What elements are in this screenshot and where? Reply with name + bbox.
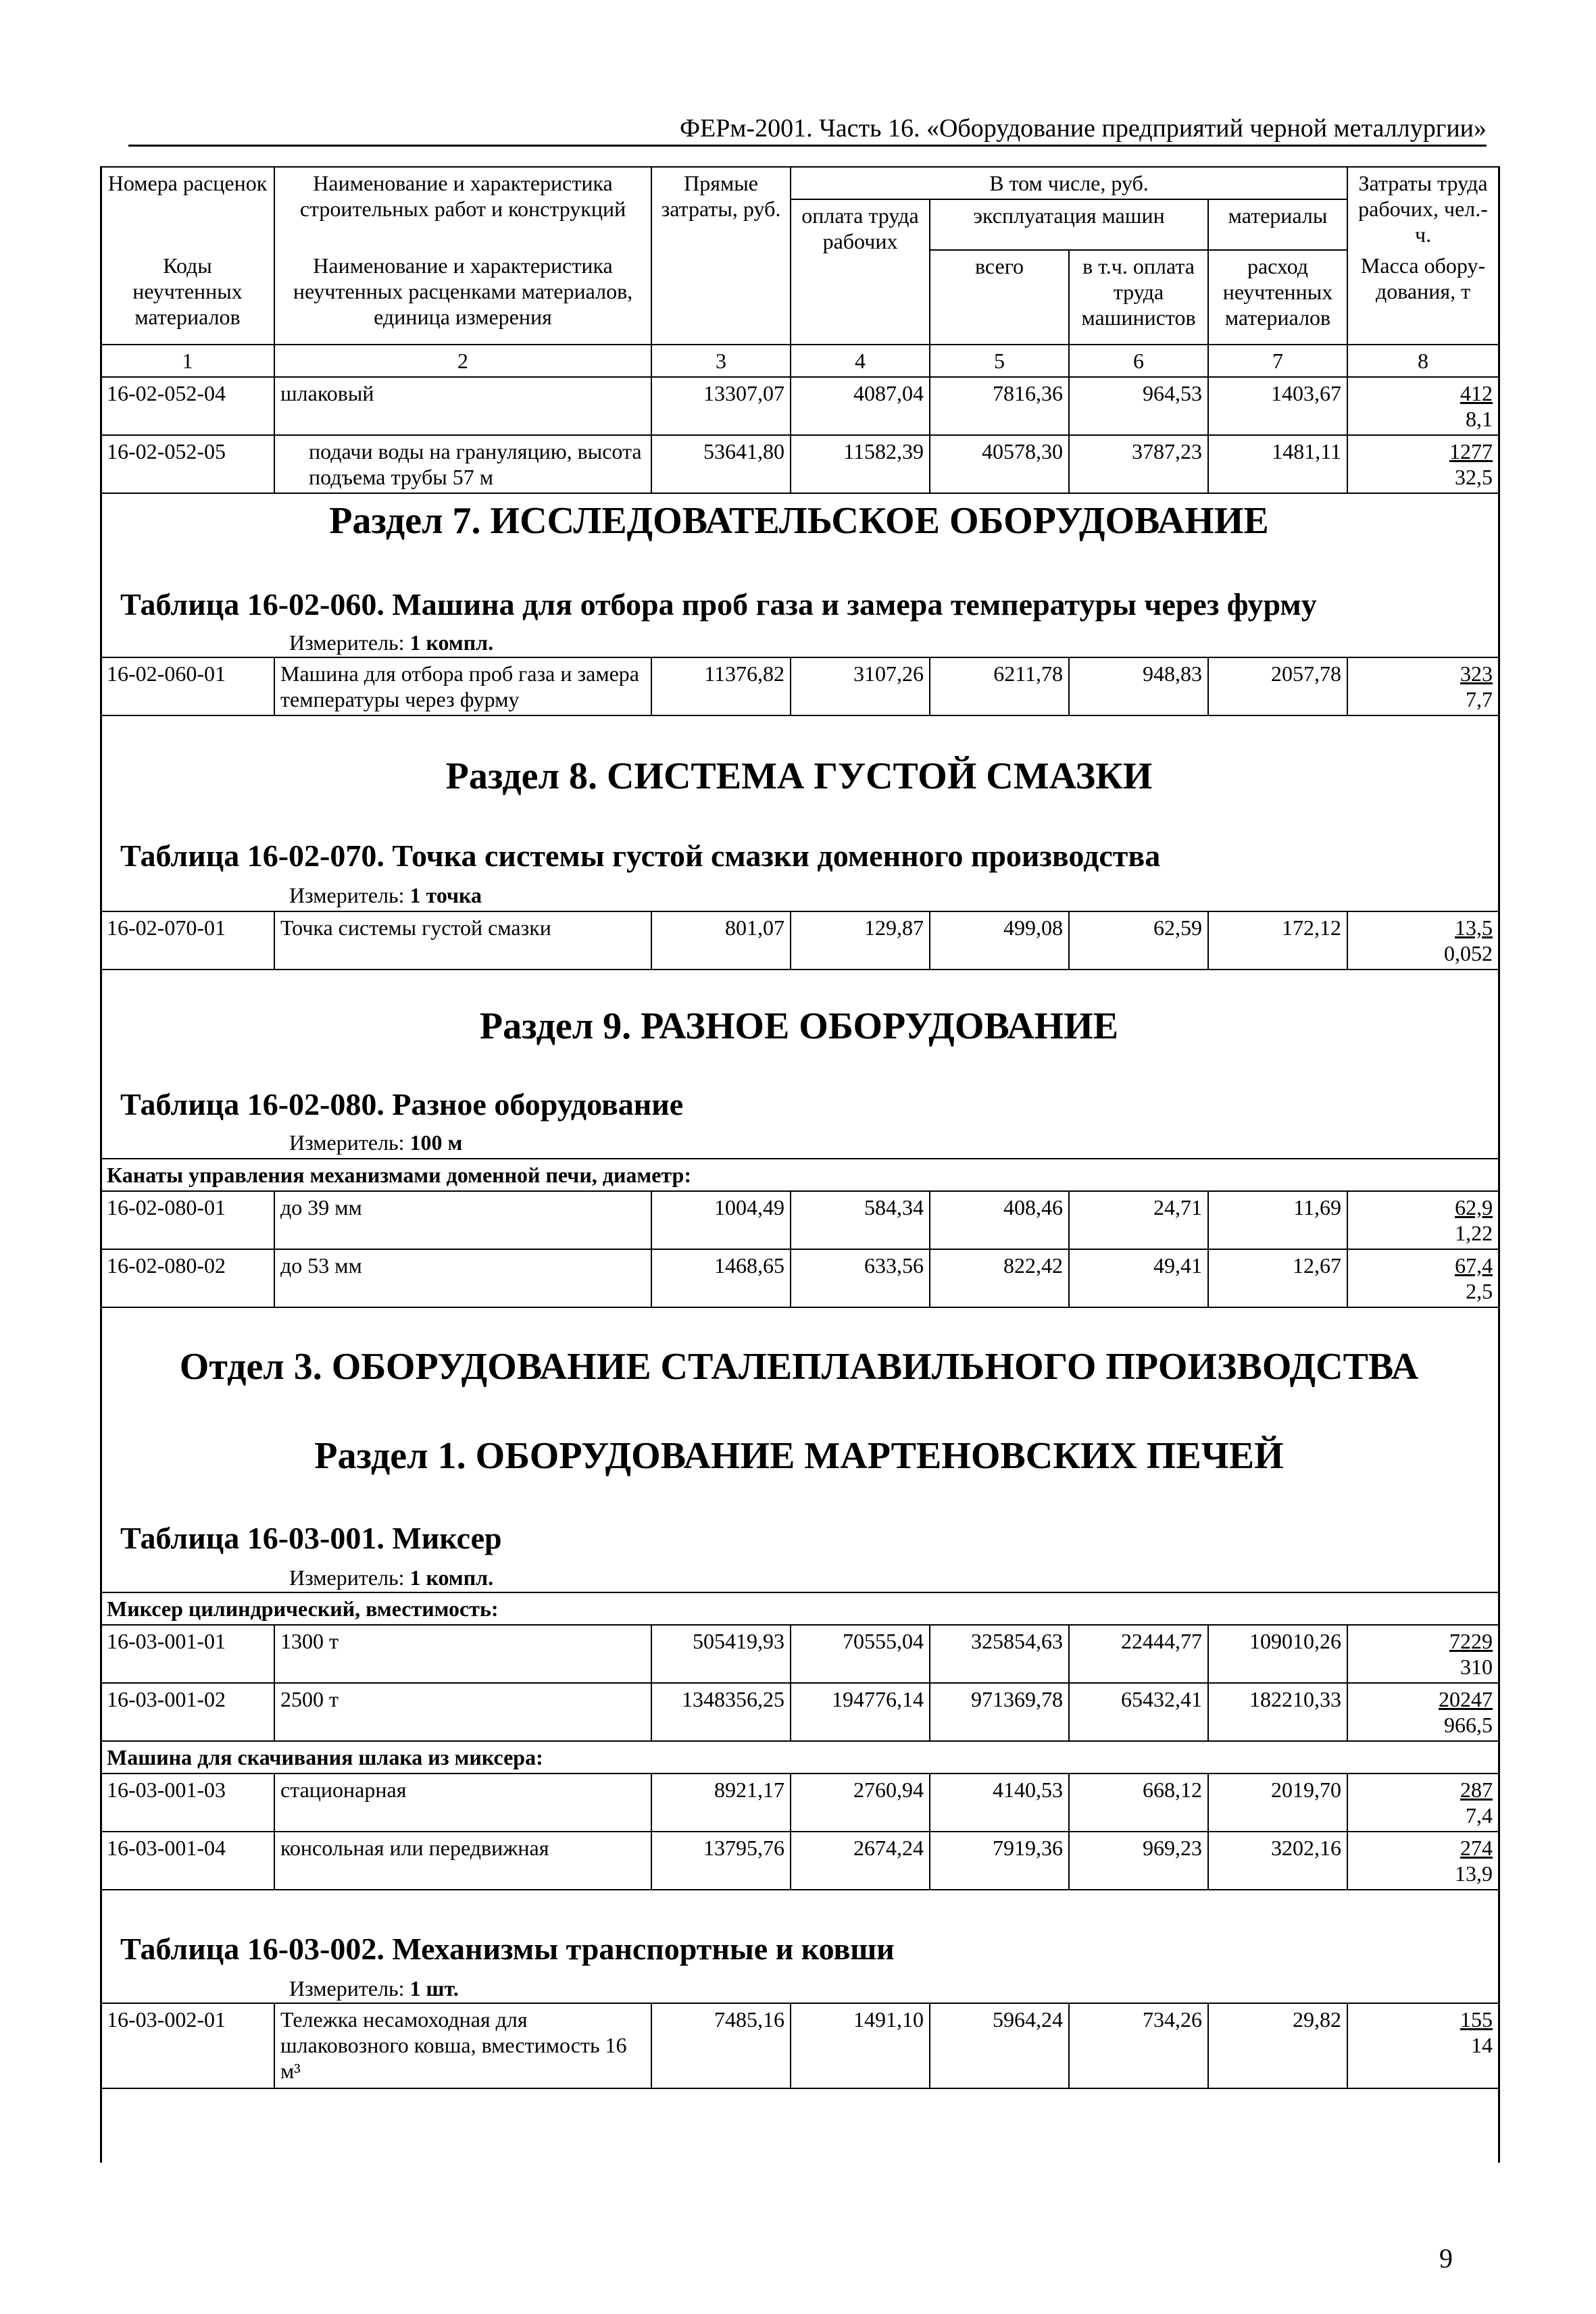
rate-name: до 39 мм: [274, 1191, 651, 1249]
table-title: Таблица 16-02-080. Разное оборудование: [120, 1087, 684, 1122]
machinists-cost: 969,23: [1069, 1832, 1208, 1890]
materials-cost: 2057,78: [1208, 657, 1347, 715]
group-header: Машина для скачивания шлака из миксера:: [101, 1741, 1499, 1774]
rate-name: Тележка несамоходная для шлаковозного ковша, вместимость 16 м³: [274, 2003, 651, 2088]
wages-cost: 2674,24: [791, 1832, 930, 1890]
column-number: 7: [1208, 345, 1347, 377]
rate-name: шлаковый: [274, 377, 651, 435]
page-number: 9: [1439, 2243, 1453, 2273]
materials-cost: 109010,26: [1208, 1625, 1347, 1683]
column-header-incl: В том числе, руб.: [791, 167, 1347, 199]
table-row: [101, 1832, 1499, 1890]
header-rule: [128, 145, 1487, 147]
rate-name: подачи воды на грануляцию, высота подъема трубы 57 м: [274, 435, 651, 493]
section-title: Раздел 1. ОБОРУДОВАНИЕ МАРТЕНОВСКИХ ПЕЧЕЙ: [314, 1435, 1284, 1477]
direct-cost: 801,07: [651, 911, 791, 970]
rates-table-head: [100, 166, 1499, 494]
machinists-cost: 734,26: [1069, 2003, 1208, 2088]
machinists-cost: 3787,23: [1069, 435, 1208, 493]
labor-mass: 62,9 1,22: [1347, 1191, 1499, 1249]
machines-cost: 4140,53: [930, 1774, 1069, 1832]
rate-code: 16-02-080-02: [101, 1249, 274, 1307]
machines-cost: 6211,78: [930, 657, 1069, 715]
wages-cost: 70555,04: [791, 1625, 930, 1683]
direct-cost: 53641,80: [651, 435, 791, 493]
column-number: 1: [101, 345, 274, 377]
page-header: ФЕРм-2001. Часть 16. «Оборудование предприятий черной металлургии»: [680, 114, 1487, 143]
machinists-cost: 49,41: [1069, 1249, 1208, 1307]
table-title: Таблица 16-02-070. Точка системы густой смазки доменного производства: [120, 838, 1161, 873]
meter: Измеритель: 1 компл.: [289, 1565, 494, 1590]
rate-name: консольная или передвижная: [274, 1832, 651, 1890]
column-header-mass: Масса обору-дования, т: [1347, 250, 1499, 345]
rate-code: 16-02-080-01: [101, 1191, 274, 1249]
table-row: [101, 1249, 1499, 1307]
rate-name: 2500 т: [274, 1683, 651, 1741]
wages-cost: 1491,10: [791, 2003, 930, 2088]
rates-table: [100, 657, 1499, 716]
direct-cost: 8921,17: [651, 1774, 791, 1832]
wages-cost: 129,87: [791, 911, 930, 970]
group-row: [101, 1159, 1499, 1191]
table-row: [101, 1191, 1499, 1249]
materials-cost: 182210,33: [1208, 1683, 1347, 1741]
wages-cost: 194776,14: [791, 1683, 930, 1741]
wages-cost: 3107,26: [791, 657, 930, 715]
rate-code: 16-02-052-05: [101, 435, 274, 493]
rate-code: 16-02-060-01: [101, 657, 274, 715]
rate-code: 16-03-002-01: [101, 2003, 274, 2088]
labor-mass: 67,4 2,5: [1347, 1249, 1499, 1307]
machinists-cost: 668,12: [1069, 1774, 1208, 1832]
rates-table: [100, 1158, 1499, 1308]
table-title: Таблица 16-02-060. Машина для отбора проб газа и замера температуры через фурму: [120, 587, 1317, 622]
meter: Измеритель: 1 шт.: [289, 1976, 459, 2001]
group-row: [101, 1592, 1499, 1625]
machinists-cost: 62,59: [1069, 911, 1208, 970]
machines-cost: 40578,30: [930, 435, 1069, 493]
column-header-materials: материалы: [1208, 199, 1347, 250]
machines-cost: 408,46: [930, 1191, 1069, 1249]
table-title: Таблица 16-03-001. Миксер: [120, 1521, 502, 1555]
materials-cost: 12,67: [1208, 1249, 1347, 1307]
division-title: Отдел 3. ОБОРУДОВАНИЕ СТАЛЕПЛАВИЛЬНОГО ПРОИЗВОДСТВА: [179, 1346, 1419, 1388]
labor-mass: 13,5 0,052: [1347, 911, 1499, 970]
group-header: Миксер цилиндрический, вместимость:: [101, 1592, 1499, 1625]
column-number: 8: [1347, 345, 1499, 377]
direct-cost: 13307,07: [651, 377, 791, 435]
labor-mass: 155 14: [1347, 2003, 1499, 2088]
machines-cost: 822,42: [930, 1249, 1069, 1307]
rate-code: 16-03-001-01: [101, 1625, 274, 1683]
column-number: 5: [930, 345, 1069, 377]
table-row: [101, 377, 1499, 435]
column-header-codes: Номера расценок: [101, 167, 274, 250]
machines-cost: 7816,36: [930, 377, 1069, 435]
materials-cost: 172,12: [1208, 911, 1347, 970]
labor-mass: 7229 310: [1347, 1625, 1499, 1683]
column-header-direct: Прямые затраты, руб.: [651, 167, 791, 345]
table-row: [101, 657, 1499, 715]
column-number: 6: [1069, 345, 1208, 377]
direct-cost: 1004,49: [651, 1191, 791, 1249]
materials-cost: 3202,16: [1208, 1832, 1347, 1890]
table-row: [101, 435, 1499, 493]
direct-cost: 505419,93: [651, 1625, 791, 1683]
machinists-cost: 65432,41: [1069, 1683, 1208, 1741]
column-header-machines: эксплуатация машин: [930, 199, 1208, 250]
column-number: 4: [791, 345, 930, 377]
machines-cost: 325854,63: [930, 1625, 1069, 1683]
rate-name: Точка системы густой смазки: [274, 911, 651, 970]
direct-cost: 7485,16: [651, 2003, 791, 2088]
table-row: [101, 1774, 1499, 1832]
direct-cost: 1468,65: [651, 1249, 791, 1307]
wages-cost: 11582,39: [791, 435, 930, 493]
labor-mass: 1277 32,5: [1347, 435, 1499, 493]
materials-cost: 11,69: [1208, 1191, 1347, 1249]
rate-code: 16-02-070-01: [101, 911, 274, 970]
meter: Измеритель: 100 м: [289, 1130, 463, 1155]
materials-cost: 1403,67: [1208, 377, 1347, 435]
labor-mass: 287 7,4: [1347, 1774, 1499, 1832]
column-number: 3: [651, 345, 791, 377]
section-title: Раздел 8. СИСТЕМА ГУСТОЙ СМАЗКИ: [445, 755, 1153, 797]
rates-table: [100, 2003, 1499, 2089]
column-header-name: Наименование и характеристика строительных работ и конструкций: [274, 167, 651, 250]
section-title: Раздел 9. РАЗНОЕ ОБОРУДОВАНИЕ: [479, 1005, 1119, 1047]
wages-cost: 2760,94: [791, 1774, 930, 1832]
machines-cost: 7919,36: [930, 1832, 1069, 1890]
column-header-materials-sub: расход неучтенных материалов: [1208, 250, 1347, 345]
machinists-cost: 964,53: [1069, 377, 1208, 435]
column-header-wages: оплата труда рабочих: [791, 199, 930, 345]
labor-mass: 20247 966,5: [1347, 1683, 1499, 1741]
machines-cost: 5964,24: [930, 2003, 1069, 2088]
materials-cost: 1481,11: [1208, 435, 1347, 493]
rate-name: до 53 мм: [274, 1249, 651, 1307]
column-header-codes-bottom: Коды неучтенных материалов: [101, 250, 274, 345]
rate-name: Машина для отбора проб газа и замера температуры через фурму: [274, 657, 651, 715]
table-row: [101, 1625, 1499, 1683]
rate-name: 1300 т: [274, 1625, 651, 1683]
column-header-labor: Затраты труда рабочих, чел.-ч.: [1347, 167, 1499, 250]
column-number: 2: [274, 345, 651, 377]
materials-cost: 2019,70: [1208, 1774, 1347, 1832]
machines-cost: 971369,78: [930, 1683, 1069, 1741]
rate-code: 16-03-001-03: [101, 1774, 274, 1832]
table-row: [101, 1683, 1499, 1741]
machines-cost: 499,08: [930, 911, 1069, 970]
column-header-machines-total: всего: [930, 250, 1069, 345]
meter: Измеритель: 1 компл.: [289, 630, 494, 655]
group-row: [101, 1741, 1499, 1774]
direct-cost: 11376,82: [651, 657, 791, 715]
table-row: [101, 2003, 1499, 2088]
labor-mass: 323 7,7: [1347, 657, 1499, 715]
materials-cost: 29,82: [1208, 2003, 1347, 2088]
column-header-machinists: в т.ч. оплата труда машинистов: [1069, 250, 1208, 345]
labor-mass: 274 13,9: [1347, 1832, 1499, 1890]
table-title: Таблица 16-03-002. Механизмы транспортные и ковши: [120, 1932, 895, 1966]
section-title: Раздел 7. ИССЛЕДОВАТЕЛЬСКОЕ ОБОРУДОВАНИЕ: [329, 500, 1269, 542]
direct-cost: 13795,76: [651, 1832, 791, 1890]
direct-cost: 1348356,25: [651, 1683, 791, 1741]
rate-code: 16-03-001-04: [101, 1832, 274, 1890]
group-header: Канаты управления механизмами доменной печи, диаметр:: [101, 1159, 1499, 1191]
wages-cost: 633,56: [791, 1249, 930, 1307]
meter: Измеритель: 1 точка: [289, 883, 482, 907]
rate-name: стационарная: [274, 1774, 651, 1832]
wages-cost: 584,34: [791, 1191, 930, 1249]
rate-code: 16-02-052-04: [101, 377, 274, 435]
table-row: [101, 911, 1499, 970]
column-header-name-bottom: Наименование и характеристика неучтенных расценками материалов, единица измерения: [274, 250, 651, 345]
rates-table: [100, 911, 1499, 970]
labor-mass: 412 8,1: [1347, 377, 1499, 435]
wages-cost: 4087,04: [791, 377, 930, 435]
rates-table: [100, 1592, 1499, 1890]
rate-code: 16-03-001-02: [101, 1683, 274, 1741]
machinists-cost: 948,83: [1069, 657, 1208, 715]
machinists-cost: 22444,77: [1069, 1625, 1208, 1683]
machinists-cost: 24,71: [1069, 1191, 1208, 1249]
